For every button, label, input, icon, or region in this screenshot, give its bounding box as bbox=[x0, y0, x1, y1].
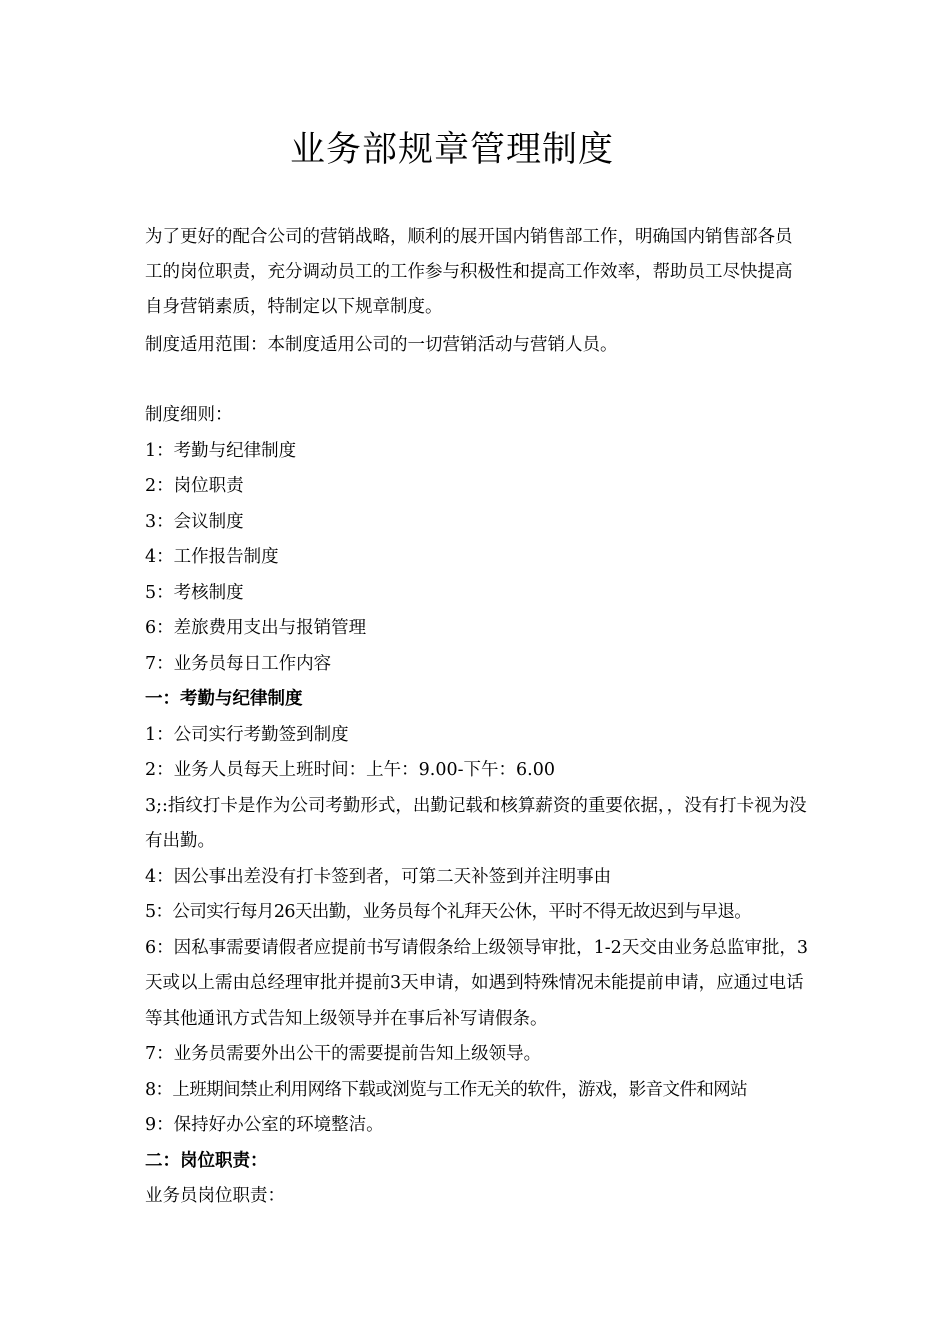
section1-heading: 一：考勤与纪律制度 bbox=[145, 689, 303, 709]
rule-item: 3;:指纹打卡是作为公司考勤形式，出勤记载和核算薪资的重要依据，，没有打卡视为没有出勤。 bbox=[145, 795, 807, 851]
rule-item: 7：业务员需要外出公干的需要提前告知上级领导。 bbox=[145, 1044, 542, 1064]
section2-heading: 二：岗位职责： bbox=[145, 1150, 268, 1171]
toc-item: 4：工作报告制度 bbox=[145, 547, 279, 567]
toc-item: 3：会议制度 bbox=[145, 511, 244, 532]
section2-subheading: 业务员岗位职责： bbox=[145, 1186, 285, 1206]
rule-item: 4：因公事出差没有打卡签到者，可第二天补签到并注明事由 bbox=[145, 866, 612, 887]
rule-item: 6：因私事需要请假者应提前书写请假条给上级领导审批，1-2天交由业务总监审批，3天或以上需由总经理审批并提前3天申请，如遇到特殊情况未能提前申请，应通过电话等其他通讯方式告知上级领导并在事后补写请假条。 bbox=[145, 937, 808, 1029]
rule-item: 9：保持好办公室的环境整洁。 bbox=[145, 1115, 384, 1135]
details-block bbox=[145, 398, 809, 1215]
rule-item: 1：公司实行考勤签到制度 bbox=[145, 724, 349, 745]
toc-item: 6：差旅费用支出与报销管理 bbox=[145, 618, 367, 638]
scope-block bbox=[145, 328, 809, 364]
toc-item: 1：考勤与纪律制度 bbox=[145, 440, 297, 461]
document-title: 业务部规章管理制度 bbox=[289, 130, 614, 170]
rule-item: 2：业务人员每天上班时间：上午：9.00-下午：6.00 bbox=[145, 760, 555, 780]
toc-item: 2：岗位职责 bbox=[145, 476, 244, 496]
intro-paragraph: 为了更好的配合公司的营销战略，顺利的展开国内销售部工作，明确国内销售部各员工的岗位职责，充分调动员工的工作参与积极性和提高工作效率，帮助员工尽快提高自身营销素质，特制定以下规章制度。 bbox=[145, 227, 793, 317]
toc-item: 7：业务员每日工作内容 bbox=[145, 653, 332, 674]
rule-item: 5：公司实行每月26天出勤，业务员每个礼拜天公休，平时不得无故迟到与早退。 bbox=[145, 902, 752, 922]
scope-text: 制度适用范围：本制度适用公司的一切营销活动与营销人员。 bbox=[145, 335, 618, 355]
rule-item: 8：上班期间禁止利用网络下载或浏览与工作无关的软件，游戏，影音文件和网站 bbox=[145, 1079, 748, 1100]
details-label: 制度细则： bbox=[145, 405, 233, 425]
toc-item: 5：考核制度 bbox=[145, 582, 244, 603]
